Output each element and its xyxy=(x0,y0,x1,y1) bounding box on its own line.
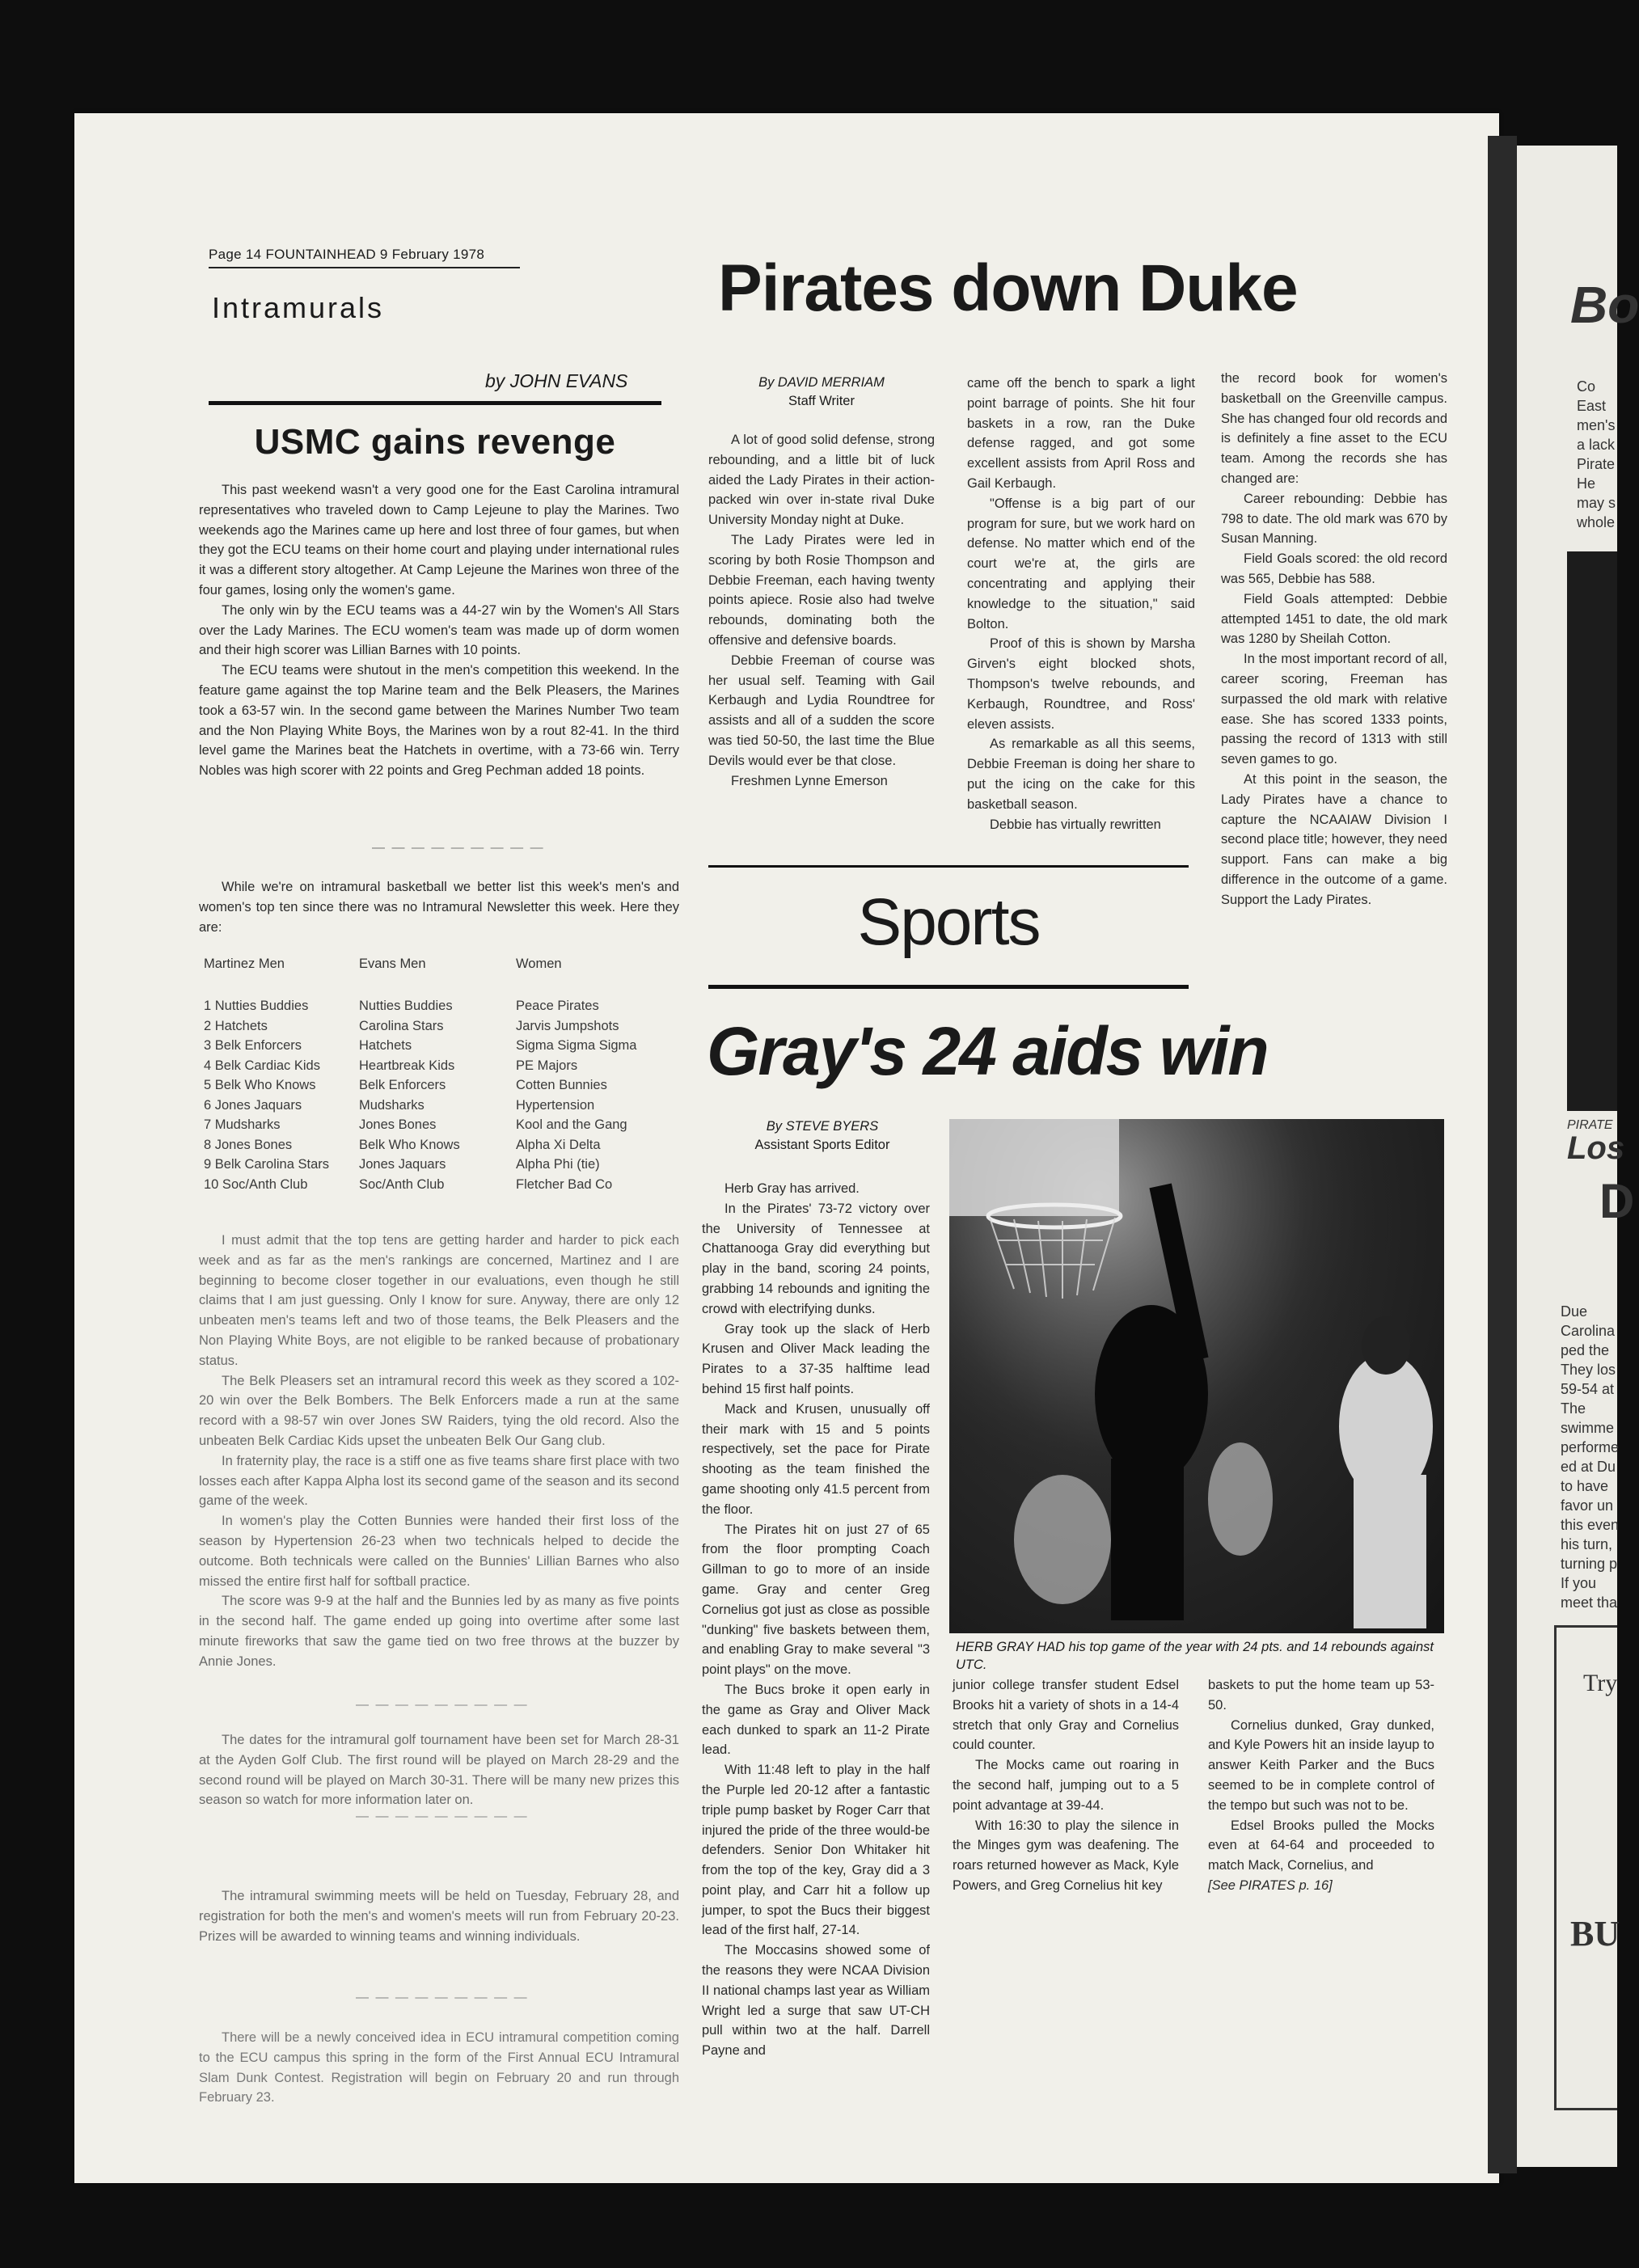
duke-paragraph: Field Goals attempted: Debbie attempted 1451 to date, the old mark was 1280 by Sheilah Cotton. xyxy=(1221,591,1447,647)
duke-byline-name: By DAVID MERRIAM xyxy=(758,375,885,390)
page-gutter xyxy=(1488,136,1517,2173)
list-item: Fletcher Bad Co xyxy=(516,1176,613,1192)
adjacent-line: men's xyxy=(1577,417,1616,433)
golf-notice-text: The dates for the intramural golf tournament have been set for March 28-31 at the Ayden Golf Club. The first round will be played on March 28-29 and the second round will be played on March 30-31. There will be many new prizes this season so watch for more information later on. xyxy=(199,1733,679,1808)
list-item: Mudsharks xyxy=(359,1097,425,1113)
usmc-paragraph: The only win by the ECU teams was a 44-27 win by the Women's All Stars over the Lady Marines. The ECU women's team was made up of dorm women and their high scorer was Lillian Barnes with 10 points. xyxy=(199,602,679,658)
adjacent-line: whole xyxy=(1577,514,1616,530)
top-ten-list-evans xyxy=(359,996,460,1194)
gray-column-2 xyxy=(953,1675,1179,1896)
adjacent-ad-text-2: BU xyxy=(1570,1914,1620,1953)
gray-paragraph: Cornelius dunked, Gray dunked, and Kyle Powers hit an inside layup to answer Keith Parker and the Bucs seemed to be in complete control of the tempo but such was not to be. xyxy=(1208,1717,1434,1813)
swimming-notice-text: The intramural swimming meets will be held on Tuesday, February 28, and registration for both the men's and women's meets will run from February 20-23. Prizes will be awarded to winning teams and winning individuals. xyxy=(199,1889,679,1944)
list-item: Jones Jaquars xyxy=(359,1157,446,1172)
list-item: Hatchets xyxy=(359,1038,412,1053)
gray-paragraph: Gray took up the slack of Herb Krusen and Oliver Mack leading the Pirates to a 37-35 halftime lead behind 15 first half points. xyxy=(702,1321,930,1396)
commentary-paragraph: The Belk Pleasers set an intramural record this week as they scored a 102-20 win over the Belk Bombers. The Belk Enforcers made a run at the same record with a 98-57 win over Jones SW Raiders, tying the old record. Also the unbeaten Belk Cardiac Kids upset the unbeaten Belk Our Gang club. xyxy=(199,1373,679,1448)
adjacent-line: to have xyxy=(1561,1478,1609,1494)
commentary-paragraph: I must admit that the top tens are getting harder and harder to pick each week and as far as the men's rankings are concerned, Martinez and I are beginning to become closer together in our evaluations, even though he still claims that I am just guessing. Only I know for sure. Anyway, there are only 12 unbeaten men's teams left and two of those teams, the Belk Pleasers and the Non Playing White Boys, are not eligible to be ranked because of probationary status. xyxy=(199,1233,679,1368)
list-item: 9 Belk Carolina Stars xyxy=(204,1157,329,1172)
adjacent-headline-fragment: Bo xyxy=(1570,276,1639,334)
adjacent-line: his turn, xyxy=(1561,1536,1613,1552)
list-item: Jones Bones xyxy=(359,1117,437,1132)
gray-headline: Gray's 24 aids win xyxy=(707,1013,1268,1089)
top-ten-header-martinez: Martinez Men xyxy=(204,957,285,971)
gray-paragraph: The Moccasins showed some of the reasons they were NCAA Division II national champs last year as William Wright led a surge that saw UT-CH pull within two at the half. Darrell Payne and xyxy=(702,1943,930,2059)
list-item: PE Majors xyxy=(516,1058,578,1073)
usmc-story xyxy=(199,480,679,781)
adjacent-headline-fragment-2: Los xyxy=(1567,1130,1625,1166)
adjacent-big-letter: D xyxy=(1599,1174,1635,1228)
basketball-photo xyxy=(949,1119,1444,1633)
intramurals-byline xyxy=(485,370,627,392)
adjacent-line: They los xyxy=(1561,1362,1616,1378)
intramurals-rule xyxy=(209,401,661,405)
duke-paragraph: As remarkable as all this seems, Debbie Freeman is doing her share to put the icing on the cake for this basketball season. xyxy=(967,737,1195,812)
duke-paragraph: Proof of this is shown by Marsha Girven's eight blocked shots, Thompson's twelve rebounds, and Kerbaugh, Roundtree, and Ross' eleven assists. xyxy=(967,636,1195,732)
duke-paragraph: the record book for women's basketball on the Greenville campus. She has changed four old records and is definitely a fine asset to the ECU team. Among the records she has changed are: xyxy=(1221,371,1447,486)
gray-paragraph: With 11:48 left to play in the half the Purple led 20-12 after a fantastic triple pump basket by Roger Carr that injured the pride of the three would-be defenders. Senior Don Whitaker hit from the top of the key, Gray did a 3 point play, and Carr hit a follow up jumper, to spot the Bucs their biggest lead of the first half, 27-14. xyxy=(702,1763,930,1938)
gray-paragraph: The Bucs broke it open early in the game as Gray and Oliver Mack each dunked to spark an 11-2 Pirate lead. xyxy=(702,1682,930,1758)
top-ten-list-martinez xyxy=(204,996,329,1194)
gray-byline xyxy=(708,1117,936,1155)
adjacent-line: The xyxy=(1561,1400,1586,1417)
page-folio: Page 14 FOUNTAINHEAD 9 February 1978 xyxy=(209,247,485,262)
adjacent-text-fragment-2 xyxy=(1561,1302,1619,1612)
duke-paragraph: "Offense is a big part of our program for sure, but we work hard on defense. No matter which end of the court we're at, the girls are concentrating and applying their knowledge to the situation," said Bolton. xyxy=(967,496,1195,631)
photo-illustration xyxy=(949,1119,1444,1633)
gray-paragraph: Mack and Krusen, unusually off their mark with 15 and 5 points respectively, set the pace for Pirate shooting as the team finished the game shooting only 41.5 percent from the floor. xyxy=(702,1401,930,1517)
list-item: Sigma Sigma Sigma xyxy=(516,1038,637,1053)
list-item: 7 Mudsharks xyxy=(204,1117,281,1132)
gray-column-1 xyxy=(702,1179,930,2061)
adjacent-line: turning p xyxy=(1561,1556,1618,1572)
adjacent-line: 59-54 at xyxy=(1561,1381,1615,1397)
adjacent-line: Co xyxy=(1577,378,1596,395)
duke-paragraph: In the most important record of all, career scoring, Freeman has surpassed the old mark with relative ease. She has scored 1333 points, passing the record of 1313 with still seven games to go. xyxy=(1221,652,1447,767)
gray-paragraph: Herb Gray has arrived. xyxy=(724,1181,860,1196)
adjacent-text-fragment xyxy=(1577,377,1616,532)
list-item: 2 Hatchets xyxy=(204,1018,268,1033)
list-item: Alpha Phi (tie) xyxy=(516,1157,600,1172)
commentary-paragraph: The score was 9-9 at the half and the Bunnies led by as many as five points in the second half. The game ended up going into overtime after some last minute fireworks that saw the game tied on two free throws at the buzzer by Annie Jones. xyxy=(199,1594,679,1669)
duke-paragraph: Freshmen Lynne Emerson xyxy=(731,773,888,788)
adjacent-line: Pirate xyxy=(1577,456,1616,472)
gray-paragraph: The Pirates hit on just 27 of 65 from the floor prompting Coach Gillman to go to more of an inside game. Gray and center Greg Cornelius got just as close as possible "dunking" five baskets between them, and enabling Gray to make several "3 point plays" on the move. xyxy=(702,1522,930,1678)
duke-paragraph: The Lady Pirates were led in scoring by both Rosie Thompson and Debbie Freeman, each having twenty points apiece. Rosie also had twelve rebounds, dominating both the offensive and defensive boards. xyxy=(708,532,935,648)
section-divider: — — — — — — — — — xyxy=(372,841,545,855)
gray-paragraph: Edsel Brooks pulled the Mocks even at 64-64 and proceeded to match Mack, Cornelius, and xyxy=(1208,1818,1434,1873)
list-item: 3 Belk Enforcers xyxy=(204,1038,302,1053)
duke-headline: Pirates down Duke xyxy=(718,251,1298,325)
duke-paragraph: Debbie Freeman of course was her usual self. Teaming with Gail Kerbaugh and Lydia Roundtree for assists and all of a sudden the score was tied 50-50, the last time the Blue Devils would ever be that close. xyxy=(708,653,935,768)
section-divider: — — — — — — — — — xyxy=(356,1991,529,2004)
gray-paragraph: In the Pirates' 73-72 victory over the University of Tennessee at Chattanooga Gray did everything but play in the band, scoring 24 points, grabbing 14 rebounds and igniting the crowd with electrifying dunks. xyxy=(702,1201,930,1316)
list-item: Alpha Xi Delta xyxy=(516,1137,601,1152)
list-item: Belk Who Knows xyxy=(359,1137,460,1152)
usmc-headline: USMC gains revenge xyxy=(254,422,616,462)
adjacent-line: a lack xyxy=(1577,437,1616,453)
adjacent-line: Carolina xyxy=(1561,1323,1616,1339)
duke-bottom-rule xyxy=(708,865,1189,868)
list-item: Soc/Anth Club xyxy=(359,1176,445,1192)
list-item: Hypertension xyxy=(516,1097,595,1113)
intramurals-section-title: Intramurals xyxy=(212,291,385,324)
list-item: Nutties Buddies xyxy=(359,999,453,1013)
commentary-paragraph: In fraternity play, the race is a stiff one as five teams share first place with two losses each after Kappa Alpha lost its second game of the season and its second game of the week. xyxy=(199,1453,679,1509)
adjacent-line: favor un xyxy=(1561,1497,1614,1514)
top-ten-header-evans: Evans Men xyxy=(359,957,426,971)
section-divider: — — — — — — — — — xyxy=(356,1698,529,1712)
list-item: Peace Pirates xyxy=(516,999,599,1013)
duke-paragraph: At this point in the season, the Lady Pirates have a chance to capture the NCAAIAW Division I second place title; however, they need support. Fans can make a big difference in the outcome of a game. Support the Lady Pirates. xyxy=(1221,771,1447,907)
duke-paragraph: A lot of good solid defense, strong rebounding, and a little bit of luck aided the Lady Pirates in their action-packed win over in-state rival Duke University Monday night at Duke. xyxy=(708,433,935,528)
adjacent-line: Due xyxy=(1561,1303,1588,1320)
duke-byline-title: Staff Writer xyxy=(788,394,855,408)
adjacent-line: ped the xyxy=(1561,1342,1610,1358)
usmc-paragraph: This past weekend wasn't a very good one for the East Carolina intramural representatives who traveled down to Camp Lejeune to play the Marines. Two weekends ago the Marines came up here and lost three of four games, but when they got the ECU teams on their home court and playing under international rules it was a different story altogether. At Camp Lejeune the Marines won three of the four games, losing only the women's game. xyxy=(199,483,679,598)
top-ten-header-women: Women xyxy=(516,957,562,971)
adjacent-line: swimme xyxy=(1561,1420,1614,1436)
top-ten-intro xyxy=(199,877,679,937)
byline-prefix: by xyxy=(485,370,505,391)
photo-caption: HERB GRAY HAD his top game of the year with 24 pts. and 14 rebounds against UTC. xyxy=(956,1640,1434,1672)
list-item: Kool and the Gang xyxy=(516,1117,627,1132)
gray-byline-title: Assistant Sports Editor xyxy=(754,1138,890,1152)
byline-name: JOHN EVANS xyxy=(509,370,628,391)
golf-notice xyxy=(199,1730,679,1810)
adjacent-ad-box xyxy=(1554,1625,1617,2110)
usmc-paragraph: The ECU teams were shutout in the men's competition this weekend. In the feature game against the top Marine team and the Belk Pleasers, the Marines took a 63-57 win. In the second game between the Marines Number Two team and the Non Playing White Boys, the Marines won by a rout 82-41. In the third level game the Marines beat the Hatchets in overtime, with a 73-66 win. Terry Nobles was high scorer with 22 points and Greg Pechman added 18 points. xyxy=(199,663,679,779)
adjacent-line: He xyxy=(1577,475,1596,492)
gray-paragraph: junior college transfer student Edsel Brooks hit a variety of shots in a 14-4 stretch that only Gray and Cornelius could counter. xyxy=(953,1678,1179,1753)
list-item: 6 Jones Jaquars xyxy=(204,1097,302,1113)
folio-rule xyxy=(209,267,520,268)
slam-dunk-notice-text: There will be a newly conceived idea in ECU intramural competition coming to the ECU campus this spring in the form of the First Annual ECU Intramural Slam Dunk Contest. Registration will begin on February 20 and run through February 23. xyxy=(199,2030,679,2105)
duke-paragraph: Field Goals scored: the old record was 565, Debbie has 588. xyxy=(1221,551,1447,586)
list-item: 10 Soc/Anth Club xyxy=(204,1176,308,1192)
gray-column-3 xyxy=(1208,1675,1434,1896)
slam-dunk-notice xyxy=(199,2028,679,2108)
top-ten-list-women xyxy=(516,996,636,1194)
adjacent-photo-caption: PIRATE xyxy=(1567,1118,1613,1132)
gray-paragraph: With 16:30 to play the silence in the Minges gym was deafening. The roars returned however as Mack, Kyle Powers, and Greg Cornelius hit key xyxy=(953,1818,1179,1893)
duke-column-1 xyxy=(708,430,935,791)
adjacent-line: ed at Du xyxy=(1561,1459,1616,1475)
list-item: Jarvis Jumpshots xyxy=(516,1018,619,1033)
list-item: 4 Belk Cardiac Kids xyxy=(204,1058,320,1073)
adjacent-line: meet tha xyxy=(1561,1594,1618,1611)
gray-paragraph: The Mocks came out roaring in the second half, jumping out to a 5 point advantage at 39-44. xyxy=(953,1758,1179,1813)
list-item: Heartbreak Kids xyxy=(359,1058,455,1073)
adjacent-ad-text: Try xyxy=(1583,1670,1618,1696)
gray-paragraph: baskets to put the home team up 53-50. xyxy=(1208,1678,1434,1713)
section-divider: — — — — — — — — — xyxy=(356,1810,529,1823)
duke-paragraph: Debbie has virtually rewritten xyxy=(990,817,1161,832)
intramurals-commentary xyxy=(199,1231,679,1672)
list-item: 5 Belk Who Knows xyxy=(204,1078,316,1092)
commentary-paragraph: In women's play the Cotten Bunnies were handed their first loss of the season by Hypertension 26-23 when two technicals helped to decide the outcome. Both technicals were called on the Bunnies' Lillian Barnes who also missed the entire first half for softball practice. xyxy=(199,1514,679,1589)
jump-reference[interactable]: [See PIRATES p. 16] xyxy=(1208,1877,1333,1893)
adjacent-line: If you xyxy=(1561,1575,1597,1591)
list-item: 8 Jones Bones xyxy=(204,1137,293,1152)
adjacent-photo xyxy=(1567,551,1617,1111)
gray-byline-name: By STEVE BYERS xyxy=(766,1119,879,1134)
list-item: Carolina Stars xyxy=(359,1018,444,1033)
list-item: 1 Nutties Buddies xyxy=(204,999,309,1013)
list-item: Belk Enforcers xyxy=(359,1078,446,1092)
adjacent-line: performe xyxy=(1561,1439,1620,1455)
adjacent-line: this even xyxy=(1561,1517,1620,1533)
duke-column-3 xyxy=(1221,369,1447,910)
duke-column-2 xyxy=(967,374,1195,834)
top-ten-intro-text: While we're on intramural basketball we better list this week's men's and women's top ten since there was no Intramural Newsletter this week. Here they are: xyxy=(199,880,679,935)
duke-paragraph: came off the bench to spark a light point barrage of points. She hit four baskets in a row, ran the Duke defense ragged, and got some excellent assists from April Ross and Gail Kerbaugh. xyxy=(967,376,1195,491)
duke-byline xyxy=(708,374,935,411)
adjacent-line: East xyxy=(1577,398,1607,414)
sports-rule xyxy=(708,985,1189,989)
duke-paragraph: Career rebounding: Debbie has 798 to date. The old mark was 670 by Susan Manning. xyxy=(1221,491,1447,547)
swimming-notice xyxy=(199,1886,679,1946)
adjacent-line: may s xyxy=(1577,495,1616,511)
sports-section-label: Sports xyxy=(857,885,1040,959)
list-item: Cotten Bunnies xyxy=(516,1078,607,1092)
